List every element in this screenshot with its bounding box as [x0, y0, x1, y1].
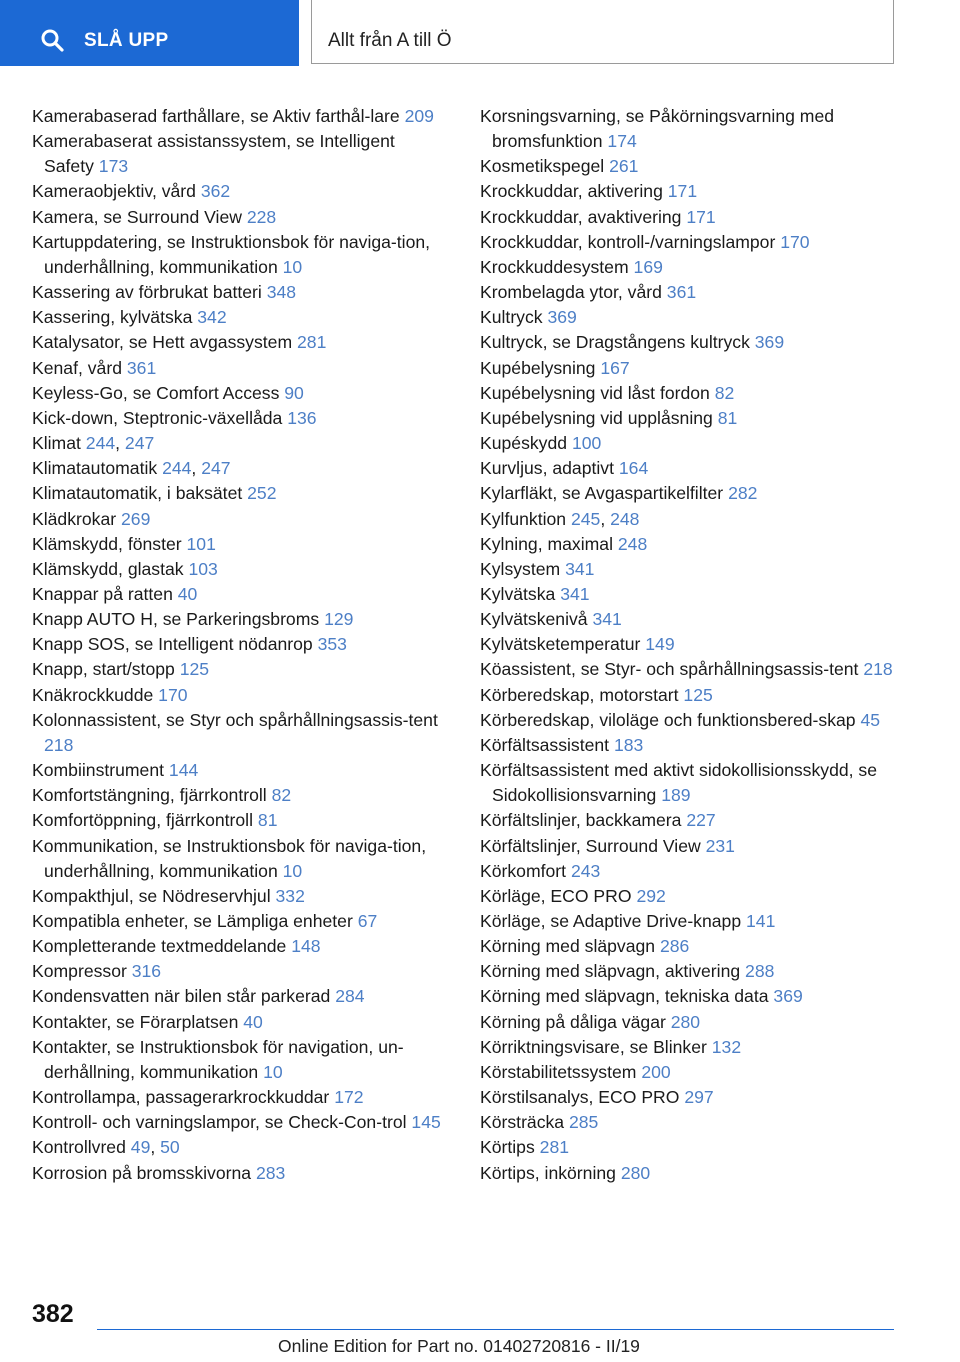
page-link[interactable]: 10 [282, 860, 303, 881]
section-title: Allt från A till Ö [328, 30, 452, 51]
page-link[interactable]: 282 [728, 483, 758, 504]
page-link[interactable]: 288 [745, 961, 775, 982]
index-entry [32, 758, 442, 783]
page-link[interactable]: 145 [411, 1112, 441, 1133]
index-entry [480, 1135, 895, 1160]
index-entry-text: Kupébelysning [480, 357, 596, 378]
index-entry-text: Kultryck, se Dragstångens kultryck [480, 332, 750, 353]
page-link[interactable]: 100 [571, 433, 602, 454]
index-entry [480, 507, 895, 532]
index-entry [480, 154, 895, 179]
index-entry [480, 104, 895, 154]
index-entry-text: Kompletterande textmeddelande [32, 936, 287, 957]
index-entry [480, 330, 895, 355]
index-entry-text: Kupéskydd [480, 433, 568, 454]
index-entry [480, 532, 895, 557]
index-entry [480, 381, 895, 406]
index-entry [480, 1035, 895, 1060]
index-entry [32, 381, 442, 406]
page-link[interactable]: 50 [160, 1137, 180, 1158]
page-link[interactable]: 173 [98, 156, 129, 177]
index-entry-text: Kontakter, se Förarplatsen [32, 1011, 239, 1032]
index-entry-text: Kylvätskenivå [480, 609, 588, 630]
page-link[interactable]: 341 [560, 583, 590, 604]
index-entry-text: Körberedskap, motorstart [480, 684, 679, 705]
index-entry-text: Krombelagda ytor, vård [480, 282, 662, 303]
index-entry [480, 305, 895, 330]
index-entry-text: Kupébelysning vid låst fordon [480, 382, 710, 403]
page-link[interactable]: 341 [592, 609, 622, 630]
index-entry [480, 834, 895, 859]
page-number: 382 [32, 1300, 74, 1328]
index-entry-text: Kenaf, vård [32, 357, 122, 378]
index-entry [32, 657, 442, 682]
index-entry-text: Knapp AUTO H, se Parkeringsbroms [32, 609, 320, 630]
index-entry-text: Kultryck [480, 307, 543, 328]
index-entry [480, 356, 895, 381]
page-link[interactable]: 353 [317, 634, 347, 655]
index-entry-text: Kontrollvred [32, 1137, 126, 1158]
page-link[interactable]: 252 [247, 483, 277, 504]
index-entry-text: Körfältslinjer, backkamera [480, 810, 682, 831]
index-entry-text: Kamerabaserat assistanssystem, se Intelligent Safety [32, 131, 395, 177]
index-entry [480, 1060, 895, 1085]
index-entry [32, 607, 442, 632]
index-entry-text: Körberedskap, viloläge och funktionsbered-skap [480, 709, 856, 730]
index-column-left [32, 104, 442, 1186]
index-entry [480, 959, 895, 984]
index-entry [32, 783, 442, 808]
index-entry-text: Kassering av förbrukat batteri [32, 282, 262, 303]
index-entry-text: Kompakthjul, se Nödreservhjul [32, 885, 271, 906]
index-entry [480, 1010, 895, 1035]
index-entry-text: Klämskydd, glastak [32, 558, 184, 579]
page-link[interactable]: 248 [610, 508, 640, 529]
index-entry-text: Kontakter, se Instruktionsbok för navigation, un-derhållning, kommunikation [32, 1036, 404, 1082]
page-link[interactable]: 209 [404, 106, 434, 126]
page-link[interactable]: 81 [717, 407, 738, 428]
index-entry [32, 356, 442, 381]
index-entry [32, 230, 442, 280]
index-entry-text: Körning med släpvagn, tekniska data [480, 986, 769, 1007]
index-entry [32, 1010, 442, 1035]
page-link[interactable]: 369 [773, 986, 803, 1007]
index-entry-text: Körfältsassistent [480, 734, 610, 755]
page-link[interactable]: 149 [645, 634, 675, 655]
index-entry-text: Kompatibla enheter, se Lämpliga enheter [32, 911, 353, 931]
index-entry [32, 481, 442, 506]
index-entry-text: Krockkuddar, aktivering [480, 181, 663, 202]
index-entry-text: Klimatautomatik [32, 458, 158, 479]
page-link[interactable]: 285 [568, 1112, 599, 1133]
index-entry [480, 632, 895, 657]
index-entry-text: Kylfunktion [480, 508, 567, 529]
index-entry-text: Klimat [32, 433, 81, 454]
index-entry [480, 582, 895, 607]
index-entry-text: Körtips, inkörning [480, 1162, 616, 1183]
page-link[interactable]: 218 [863, 659, 893, 680]
page-link[interactable]: 341 [565, 558, 595, 579]
page-link[interactable]: 101 [186, 533, 216, 554]
index-entry [480, 758, 895, 808]
index-entry [480, 984, 895, 1009]
page-link[interactable]: 297 [684, 1087, 714, 1108]
page-link[interactable]: 200 [641, 1061, 671, 1082]
index-entry [480, 733, 895, 758]
page-link[interactable]: 183 [613, 734, 644, 755]
index-entry [480, 456, 895, 481]
index-entry [480, 607, 895, 632]
page-link[interactable]: 247 [124, 433, 155, 454]
page-link[interactable]: 172 [334, 1087, 364, 1108]
page-link[interactable]: 284 [335, 986, 365, 1007]
index-entry-text: Kommunikation, se Instruktionsbok för naviga-tion, underhållning, kommunikation [32, 835, 427, 881]
index-entry-text: Knapp SOS, se Intelligent nödanrop [32, 634, 313, 655]
index-entry [32, 632, 442, 657]
page-link[interactable]: 170 [158, 684, 188, 705]
index-entry-text: Kurvljus, adaptivt [480, 458, 614, 479]
page-separator: , [191, 458, 197, 479]
footer-divider [97, 1329, 894, 1330]
index-entry-text: Klämskydd, fönster [32, 533, 182, 554]
page-link[interactable]: 81 [257, 810, 278, 831]
index-entry-text: Kylvätska [480, 583, 556, 604]
index-entry [480, 431, 895, 456]
index-entry [32, 205, 442, 230]
index-entry-text: Körning på dåliga vägar [480, 1011, 666, 1032]
index-entry [32, 708, 442, 758]
index-entry [32, 431, 442, 456]
page-link[interactable]: 40 [177, 583, 198, 604]
index-entry-text: Kupébelysning vid upplåsning [480, 407, 713, 428]
index-entry [480, 1161, 895, 1186]
index-entry [32, 507, 442, 532]
page-link[interactable]: 164 [618, 458, 649, 479]
index-entry-text: Kylsystem [480, 558, 561, 579]
index-entry [480, 230, 895, 255]
index-entry-text: Kontroll- och varningslampor, se Check-Con-trol [32, 1112, 407, 1133]
search-button[interactable] [0, 0, 299, 66]
index-entry-text: Kartuppdatering, se Instruktionsbok för naviga-tion, underhållning, kommunikation [32, 231, 431, 277]
index-entry [32, 1085, 442, 1110]
page-link[interactable]: 244 [162, 458, 192, 479]
index-entry [32, 582, 442, 607]
index-entry-text: Kosmetikspegel [480, 156, 605, 177]
page-link[interactable]: 342 [197, 307, 227, 328]
index-entry [32, 104, 442, 129]
index-entry-text: Komfortöppning, fjärrkontroll [32, 810, 254, 831]
search-icon [40, 28, 64, 52]
page-link[interactable]: 45 [860, 709, 881, 730]
index-entry [480, 557, 895, 582]
page-link[interactable]: 369 [754, 332, 785, 353]
index-entry-text: Knappar på ratten [32, 583, 173, 604]
index-entry [32, 1135, 442, 1160]
index-entry-text: Korrosion på bromsskivorna [32, 1162, 252, 1183]
page-link[interactable]: 49 [130, 1137, 151, 1158]
index-entry-text: Kolonnassistent, se Styr och spårhållningsassis-tent [32, 709, 438, 730]
index-entry-text: Kondensvatten när bilen står parkerad [32, 986, 331, 1007]
index-entry-text: Knapp, start/stopp [32, 659, 175, 680]
index-entry-text: Körläge, ECO PRO [480, 885, 632, 906]
index-entry [480, 406, 895, 431]
page-link[interactable]: 132 [711, 1036, 742, 1057]
index-entry [32, 808, 442, 833]
index-entry [32, 959, 442, 984]
page-link[interactable]: 82 [714, 382, 735, 403]
search-button-label: SLÅ UPP [84, 30, 169, 51]
page-link[interactable]: 136 [287, 407, 317, 428]
index-entry-text: Kylning, maximal [480, 533, 613, 554]
index-entry [480, 179, 895, 204]
index-entry-text: Körstabilitetssystem [480, 1061, 637, 1082]
page-link[interactable]: 361 [666, 282, 697, 303]
page-link[interactable]: 82 [271, 785, 292, 806]
page-link[interactable]: 125 [683, 684, 713, 705]
index-entry-text: Körfältsassistent med aktivt sidokollisionsskydd, se Sidokollisionsvarning [480, 760, 878, 806]
index-entry-text: Keyless-Go, se Comfort Access [32, 382, 280, 403]
page-link[interactable]: 244 [85, 433, 116, 454]
page-link[interactable]: 248 [617, 533, 648, 554]
page-separator: , [150, 1137, 156, 1158]
page-link[interactable]: 10 [263, 1061, 283, 1082]
index-entry-text: Kylarfläkt, se Avgaspartikelfilter [480, 483, 724, 504]
index-entry [32, 1035, 442, 1085]
page-link[interactable]: 103 [188, 558, 218, 579]
index-entry [32, 406, 442, 431]
page-link[interactable]: 170 [780, 231, 810, 252]
index-entry-text: Krockkuddar, avaktivering [480, 206, 682, 227]
index-entry [480, 808, 895, 833]
index-entry [32, 557, 442, 582]
page-link[interactable]: 231 [705, 835, 735, 856]
page-link[interactable]: 247 [201, 458, 231, 479]
page-link[interactable]: 40 [243, 1011, 263, 1032]
index-entry-text: Körkomfort [480, 860, 567, 881]
index-entry [32, 456, 442, 481]
index-entry-text: Körtips [480, 1137, 535, 1158]
header [0, 0, 960, 66]
index-entry [480, 909, 895, 934]
index-entry-text: Kameraobjektiv, vård [32, 181, 196, 202]
index-entry [480, 657, 895, 682]
index-entry [32, 330, 442, 355]
index-entry [32, 305, 442, 330]
index-entry-text: Körstilsanalys, ECO PRO [480, 1087, 680, 1108]
page-link[interactable]: 228 [246, 206, 277, 227]
index-entry-text: Kassering, kylvätska [32, 307, 193, 328]
page-link[interactable]: 261 [609, 156, 639, 177]
index-column-right [480, 104, 895, 1186]
index-entry [480, 280, 895, 305]
index-entry-text: Klimatautomatik, i baksätet [32, 483, 243, 504]
page-link[interactable]: 90 [284, 382, 304, 403]
index-entry-text: Körriktningsvisare, se Blinker [480, 1036, 707, 1057]
page-link[interactable]: 125 [179, 659, 210, 680]
page-link[interactable]: 144 [168, 760, 199, 781]
index-entry-text: Katalysator, se Hett avgassystem [32, 332, 293, 353]
page-link[interactable]: 281 [297, 332, 327, 353]
page-link[interactable]: 174 [607, 131, 637, 152]
index-entry-text: Krockkuddar, kontroll-/varningslampor [480, 231, 776, 252]
index-entry [480, 708, 895, 733]
page-link[interactable]: 292 [636, 885, 666, 906]
index-entry [32, 129, 442, 179]
page-link[interactable]: 269 [121, 508, 151, 529]
page-link[interactable]: 129 [324, 609, 354, 630]
page-separator: , [600, 508, 606, 529]
index-entry [480, 205, 895, 230]
index-entry [32, 884, 442, 909]
page-link[interactable]: 243 [570, 860, 601, 881]
index-entry-text: Komfortstängning, fjärrkontroll [32, 785, 267, 806]
page-link[interactable]: 67 [357, 911, 378, 931]
index-entry [32, 1110, 442, 1135]
page-link[interactable]: 281 [539, 1137, 570, 1158]
index-entry-text: Körsträcka [480, 1112, 565, 1133]
index-entry [32, 1161, 442, 1186]
index-entry [32, 532, 442, 557]
index-entry [32, 934, 442, 959]
index-entry-text: Kontrollampa, passagerarkrockkuddar [32, 1087, 330, 1108]
page-link[interactable]: 167 [600, 357, 630, 378]
page-link[interactable]: 316 [131, 961, 162, 982]
page-link[interactable]: 280 [670, 1011, 701, 1032]
page-link[interactable]: 189 [661, 785, 691, 806]
section-title-box [311, 0, 894, 64]
index-entry [480, 683, 895, 708]
index-entry [480, 1085, 895, 1110]
index-entry [480, 884, 895, 909]
index-entry [480, 1110, 895, 1135]
index-entry [480, 859, 895, 884]
index-entry [32, 909, 442, 934]
page-separator: , [115, 433, 121, 454]
page-link[interactable]: 148 [291, 936, 321, 957]
index-entry-text: Kombiinstrument [32, 760, 165, 781]
page-link[interactable]: 286 [659, 936, 690, 957]
page-link[interactable]: 348 [266, 282, 297, 303]
page-link[interactable]: 10 [282, 256, 303, 277]
index-entry-text: Kamera, se Surround View [32, 206, 242, 227]
index-entry [32, 834, 442, 884]
index-entry [480, 255, 895, 280]
index-entry [32, 179, 442, 204]
index-entry [480, 934, 895, 959]
index-entry-text: Körfältslinjer, Surround View [480, 835, 701, 856]
index-entry-text: Knäkrockkudde [32, 684, 154, 705]
index-entry-text: Korsningsvarning, se Påkörningsvarning med bromsfunktion [480, 106, 835, 152]
page-link[interactable]: 280 [620, 1162, 651, 1183]
index-entry-text: Kompressor [32, 961, 127, 982]
index-entry-text: Kick-down, Steptronic-växellåda [32, 407, 283, 428]
footer-edition-text: Online Edition for Part no. 01402720816 - II/19 [278, 1336, 640, 1356]
page-link[interactable]: 283 [255, 1162, 286, 1183]
index-entry-text: Köassistent, se Styr- och spårhållningsassis-tent [480, 659, 859, 680]
page-link[interactable]: 171 [667, 181, 698, 202]
index-entry-text: Körläge, se Adaptive Drive-knapp [480, 911, 742, 931]
index-entry [32, 683, 442, 708]
index-entry-text: Kylvätsketemperatur [480, 634, 641, 655]
page-link[interactable]: 245 [570, 508, 601, 529]
index-entry [32, 984, 442, 1009]
page-link[interactable]: 332 [275, 885, 305, 906]
page-link[interactable]: 171 [686, 206, 716, 227]
page-link[interactable]: 369 [547, 307, 577, 328]
page-link[interactable]: 362 [200, 181, 231, 202]
index-entry-text: Kamerabaserad farthållare, se Aktiv farthål-lare [32, 106, 400, 126]
index-entry-text: Körning med släpvagn [480, 936, 656, 957]
page-link[interactable]: 227 [686, 810, 716, 831]
index-entry-text: Körning med släpvagn, aktivering [480, 961, 741, 982]
index-entry-text: Krockkuddesystem [480, 256, 629, 277]
page-link[interactable]: 361 [126, 357, 157, 378]
index-entry [32, 280, 442, 305]
index-entry [480, 481, 895, 506]
index-entry-text: Klädkrokar [32, 508, 117, 529]
page-link[interactable]: 141 [746, 911, 776, 931]
page-link[interactable]: 218 [44, 734, 74, 755]
page-link[interactable]: 169 [633, 256, 663, 277]
